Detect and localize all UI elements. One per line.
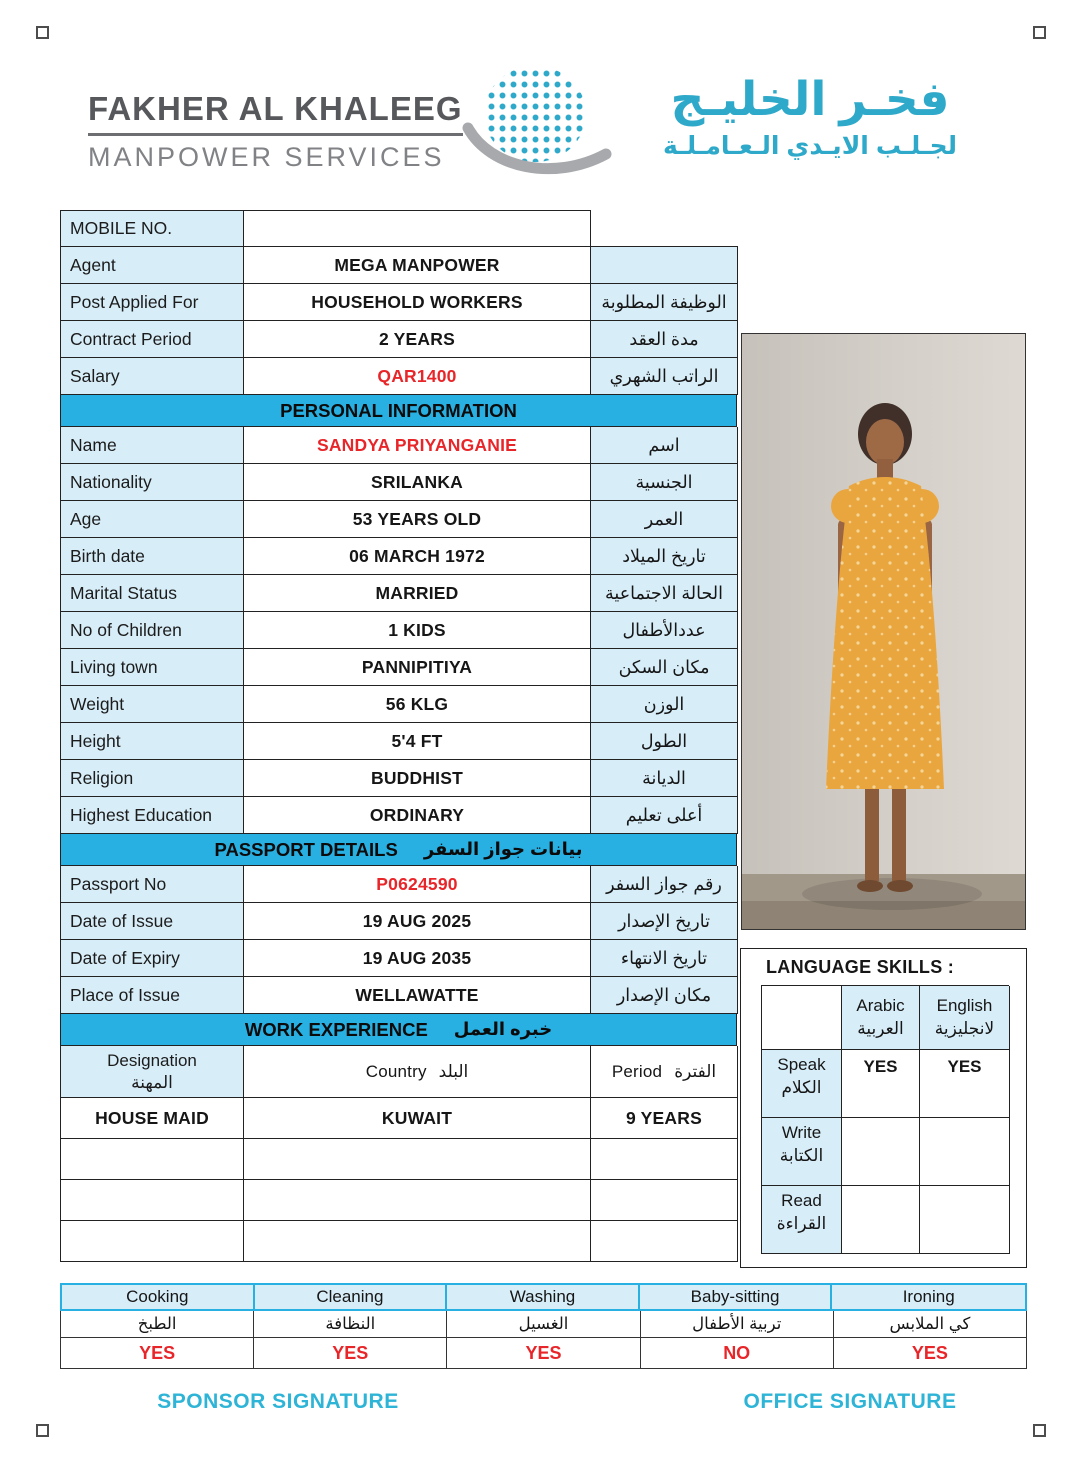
skill-name: Washing [447,1285,640,1309]
language-value-arabic: YES [842,1050,920,1118]
field-value: 19 AUG 2035 [244,940,591,977]
table-row-birth-date [61,538,737,575]
table-row-name [61,427,737,464]
field-label-arabic: مدة العقد [591,321,738,358]
field-label: Agent [61,247,244,284]
column-header-ar: المهنة [131,1072,173,1092]
language-row-speak [762,1050,1009,1118]
field-value: 53 YEARS OLD [244,501,591,538]
field-label-arabic: تاريخ الإصدار [591,903,738,940]
field-value: PANNIPITIYA [244,649,591,686]
table-row-contract-period [61,321,737,358]
column-header-en: English [936,995,993,1015]
applicant-photo [741,333,1026,930]
work-country [244,1221,591,1262]
field-value: 19 AUG 2025 [244,903,591,940]
skill-value: YES [834,1338,1027,1369]
table-row-marital-status [61,575,737,612]
table-row-passport-no [61,866,737,903]
column-header-en: Country [365,1061,427,1081]
field-label-arabic: اسم [591,427,738,464]
language-row-write [762,1118,1009,1186]
language-value-english: YES [920,1050,1010,1118]
field-label-arabic: الوظيفة المطلوبة [591,284,738,321]
field-value: QAR1400 [244,358,591,395]
field-label-arabic: الطول [591,723,738,760]
field-label: Contract Period [61,321,244,358]
column-header-english [920,986,1010,1050]
field-value: WELLAWATTE [244,977,591,1014]
field-label-arabic: تاريخ الميلاد [591,538,738,575]
crop-mark [1033,26,1046,39]
company-logo-arabic [610,74,1010,161]
work-designation: HOUSE MAID [61,1098,244,1139]
field-value: BUDDHIST [244,760,591,797]
field-label: Name [61,427,244,464]
skill-name-arabic: كي الملابس [834,1311,1027,1338]
section-header-passport-details [61,834,737,866]
row-label [762,1050,842,1118]
work-experience-row [61,1098,737,1139]
work-period [591,1221,738,1262]
column-header-en: Designation [107,1051,197,1071]
field-label-arabic: العمر [591,501,738,538]
column-header-en: Arabic [856,995,905,1015]
section-title: PASSPORT DETAILS [214,838,398,860]
table-row-living-town [61,649,737,686]
field-value: HOUSEHOLD WORKERS [244,284,591,321]
column-header-ar: لانجليزية [934,1018,995,1038]
work-country [244,1139,591,1180]
table-row-post-applied [61,284,737,321]
swoosh-icon [462,118,612,184]
skill-value: YES [447,1338,640,1369]
field-label: No of Children [61,612,244,649]
work-country [244,1180,591,1221]
language-skills-table [761,985,1009,1254]
skill-name: Cooking [62,1285,255,1309]
field-label-arabic: تاريخ الانتهاء [591,940,738,977]
field-value: P0624590 [244,866,591,903]
field-label: Religion [61,760,244,797]
field-label: Height [61,723,244,760]
section-title-arabic: خبره العمل [453,1019,553,1039]
field-label: Weight [61,686,244,723]
work-period: 9 YEARS [591,1098,738,1139]
section-title: WORK EXPERIENCE [244,1018,428,1040]
field-label-arabic: الديانة [591,760,738,797]
language-table-header [762,986,1009,1050]
language-value-arabic [842,1118,920,1186]
field-value [244,210,591,247]
field-label: Nationality [61,464,244,501]
field-label: Passport No [61,866,244,903]
section-header-personal-information [61,395,737,427]
field-value: ORDINARY [244,797,591,834]
office-signature-label: OFFICE SIGNATURE [743,1390,957,1413]
household-skills-table [60,1283,1027,1369]
language-row-read [762,1186,1009,1254]
row-label [762,1118,842,1186]
table-row-weight [61,686,737,723]
field-label-arabic: الوزن [591,686,738,723]
language-skills-panel [740,948,1027,1268]
field-value: 1 KIDS [244,612,591,649]
field-label: Date of Issue [61,903,244,940]
language-value-english [920,1118,1010,1186]
section-title-arabic: بيانات جواز السفر [423,839,583,859]
field-label: Birth date [61,538,244,575]
table-row-date-of-expiry [61,940,737,977]
field-label-arabic: الراتب الشهري [591,358,738,395]
field-value: MARRIED [244,575,591,612]
field-value: MEGA MANPOWER [244,247,591,284]
section-title: PERSONAL INFORMATION [280,399,517,421]
table-row-agent [61,247,737,284]
skill-value: YES [61,1338,254,1369]
table-row-salary [61,358,737,395]
field-label: Age [61,501,244,538]
field-label: Highest Education [61,797,244,834]
field-value: 2 YEARS [244,321,591,358]
work-experience-row [61,1139,737,1180]
field-value: SANDYA PRIYANGANIE [244,427,591,464]
crop-mark [36,1424,49,1437]
skill-value: YES [254,1338,447,1369]
column-header-en: Period [611,1061,663,1081]
field-label: Living town [61,649,244,686]
sponsor-signature-label: SPONSOR SIGNATURE [157,1390,399,1413]
empty-cell [591,210,738,247]
column-header-designation [61,1046,244,1098]
work-experience-row [61,1180,737,1221]
field-value: SRILANKA [244,464,591,501]
skill-name-arabic: الغسيل [447,1311,640,1338]
field-label: Place of Issue [61,977,244,1014]
work-designation [61,1139,244,1180]
column-header-ar: الفترة [674,1061,717,1081]
table-row-place-of-issue [61,977,737,1014]
company-name: FAKHER AL KHALEEG [88,90,463,136]
skills-name-row [60,1283,1027,1311]
field-value: 06 MARCH 1972 [244,538,591,575]
row-label-en: Write [781,1123,822,1142]
table-row-height [61,723,737,760]
language-skills-title: LANGUAGE SKILLS : [766,957,955,977]
skill-name-arabic: الطبخ [61,1311,254,1338]
column-header-country [244,1046,591,1098]
applicant-data-table [60,210,737,1262]
field-label-arabic [591,247,738,284]
language-value-arabic [842,1186,920,1254]
skill-name-arabic: النظافة [254,1311,447,1338]
work-designation [61,1180,244,1221]
work-country: KUWAIT [244,1098,591,1139]
field-label: Date of Expiry [61,940,244,977]
company-name-arabic: فخـر الخليـج [670,72,950,125]
skill-name: Baby-sitting [640,1285,833,1309]
table-row-children [61,612,737,649]
row-label-ar: القراءة [776,1213,827,1233]
field-label: Post Applied For [61,284,244,321]
row-label-en: Speak [777,1055,826,1074]
skill-value: NO [641,1338,834,1369]
table-row-religion [61,760,737,797]
table-row-highest-education [61,797,737,834]
table-row-date-of-issue [61,903,737,940]
skill-name: Cleaning [255,1285,448,1309]
row-label [762,1186,842,1254]
row-label-en: Read [781,1191,822,1210]
column-header-ar: البلد [438,1061,469,1081]
company-tagline-arabic: لجـلـب الايـدي الـعـامـلـة [662,132,957,161]
work-experience-row [61,1221,737,1262]
table-row-age [61,501,737,538]
skills-arabic-row [60,1311,1027,1338]
field-label-arabic: مكان السكن [591,649,738,686]
column-header-period [591,1046,738,1098]
applicant-photo-image [742,334,1026,930]
row-label-ar: الكلام [781,1077,822,1097]
field-label-arabic: عددالأطفال [591,612,738,649]
table-row-mobile-no [61,210,737,247]
field-label: MOBILE NO. [61,210,244,247]
language-value-english [920,1186,1010,1254]
work-designation [61,1221,244,1262]
column-header-ar: العربية [857,1018,904,1038]
skills-value-row [60,1338,1027,1369]
empty-cell [762,986,842,1050]
work-experience-column-headers [61,1046,737,1098]
work-period [591,1180,738,1221]
row-label-ar: الكتابة [779,1145,824,1165]
crop-mark [36,26,49,39]
table-row-nationality [61,464,737,501]
field-value: 56 KLG [244,686,591,723]
section-header-work-experience [61,1014,737,1046]
globe-dots-icon [462,66,612,184]
work-period [591,1139,738,1180]
field-label-arabic: الحالة الاجتماعية [591,575,738,612]
field-value: 5'4 FT [244,723,591,760]
field-label-arabic: أعلى تعليم [591,797,738,834]
field-label: Salary [61,358,244,395]
skill-name: Ironing [902,1287,955,1306]
field-label-arabic: مكان الإصدار [591,977,738,1014]
column-header-arabic [842,986,920,1050]
field-label-arabic: رقم جواز السفر [591,866,738,903]
field-label-arabic: الجنسية [591,464,738,501]
skill-name-arabic: تربية الأطفال [641,1311,834,1338]
company-tagline: MANPOWER SERVICES [88,142,445,172]
field-label: Marital Status [61,575,244,612]
crop-mark [1033,1424,1046,1437]
company-logo-english [88,90,463,173]
